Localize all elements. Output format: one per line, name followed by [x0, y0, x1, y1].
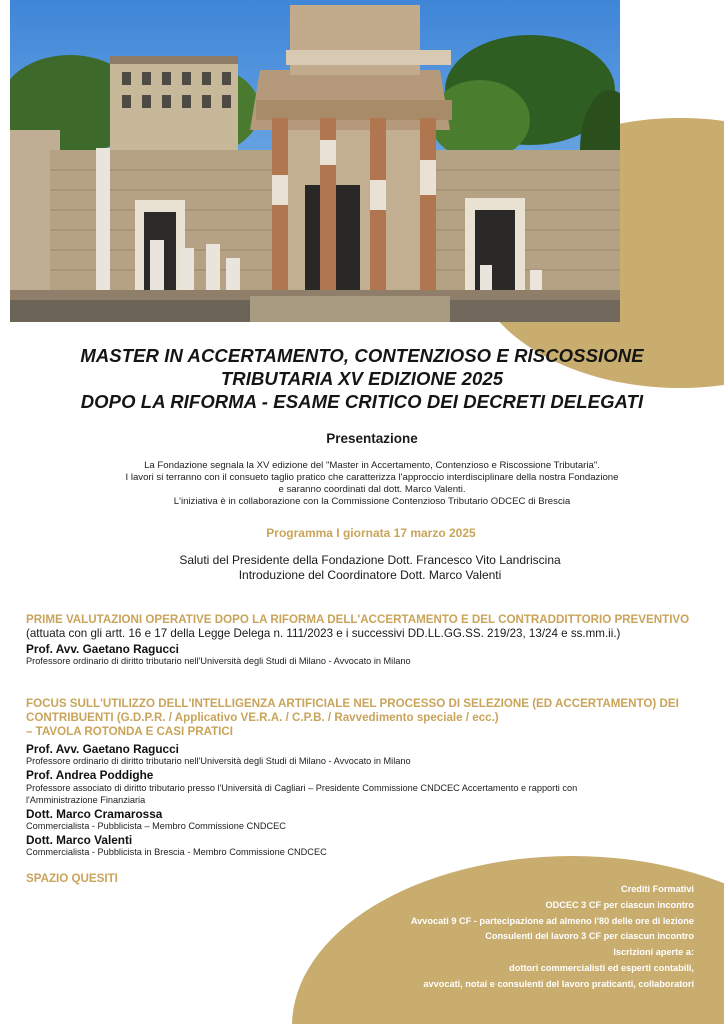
event-title-line-1: MASTER IN ACCERTAMENTO, CONTENZIOSO E RISCOSSIONE [80, 345, 644, 366]
program-date: Programma I giornata 17 marzo 2025 [266, 526, 476, 540]
presentation-heading: Presentazione [326, 431, 418, 446]
questions-label: SPAZIO QUESITI [26, 872, 118, 885]
speaker-name: Dott. Marco Valenti [26, 833, 133, 847]
hero-photo [10, 0, 620, 322]
speaker-role: Professore ordinario di diritto tributario nell'Università degli Studi di Milano - Avvocato in Milano [26, 656, 411, 666]
event-title-line-2: TRIBUTARIA XV EDIZIONE 2025 [220, 368, 504, 389]
presentation-line: I lavori si terranno con il consueto taglio pratico che caratterizza l'approccio interdisciplinare della nostra Fondazione [125, 472, 619, 483]
credits-line: Crediti Formativi [620, 884, 694, 894]
section-1-title: PRIME VALUTAZIONI OPERATIVE DOPO LA RIFORMA DELL'ACCERTAMENTO E DEL CONTRADDITTORIO PREVENTIVO [26, 613, 690, 626]
event-title-line-3: DOPO LA RIFORMA - ESAME CRITICO DEI DECRETI DELEGATI [80, 391, 644, 412]
temple-ruins-illustration [10, 0, 620, 322]
speaker-role: Commercialista - Pubblicista in Brescia - Membro Commissione CNDCEC [26, 847, 327, 857]
presentation-text [0, 460, 724, 508]
section-2-title-line-1: FOCUS SULL'UTILIZZO DELL'INTELLIGENZA ARTIFICIALE NEL PROCESSO DI SELEZIONE (ED ACCERTAMENTO) DEI [26, 697, 679, 710]
section-1-note: (attuata con gli artt. 16 e 17 della Legge Delega n. 111/2023 e i successivi DD.LL.GG.SS. 219/23, 13/24 e ss.mm.ii.) [26, 627, 621, 640]
credits-line: avvocati, notai e consulenti del lavoro praticanti, collaboratori [423, 978, 694, 989]
greeting-line: Saluti del Presidente della Fondazione Dott. Francesco Vito Landriscina [179, 553, 561, 567]
section-2-title-line-2: CONTRIBUENTI (G.D.P.R. / Applicativo VE.R.A. / C.P.B. / Ravvedimento speciale / ecc.) [26, 711, 499, 724]
credits-line: Iscrizioni aperte a: [613, 947, 694, 958]
credits-line: dottori commercialisti ed esperti contabili, [509, 962, 694, 973]
speaker-role: l'Amministrazione Finanziaria [26, 795, 146, 805]
credits-line: Avvocati 9 CF - partecipazione ad almeno l'80 delle ore di lezione [410, 915, 694, 926]
presentation-line: e saranno coordinati dal dott. Marco Valenti. [278, 484, 466, 495]
speaker-role: Professore associato di diritto tributario presso l'Università di Cagliari – Presidente Commissione CNDCEC Accertamento e rapporti con [26, 783, 578, 793]
event-title [0, 344, 724, 413]
credits-box [314, 882, 694, 993]
speaker-name: Prof. Andrea Poddighe [26, 768, 154, 782]
speaker-role: Professore ordinario di diritto tributario nell'Università degli Studi di Milano - Avvocato in Milano [26, 756, 411, 766]
presentation-line: La Fondazione segnala la XV edizione del "Master in Accertamento, Contenzioso e Riscossione Tributaria". [144, 460, 600, 471]
program-greetings [0, 553, 724, 583]
section-2-title-line-3: – TAVOLA ROTONDA E CASI PRATICI [26, 725, 233, 738]
credits-line: Consulenti del lavoro 3 CF per ciascun incontro [485, 931, 694, 942]
speaker-role: Commercialista - Pubblicista – Membro Commissione CNDCEC [26, 821, 286, 831]
speaker-name: Prof. Avv. Gaetano Ragucci [26, 642, 179, 656]
presentation-line: L'iniziativa è in collaborazione con la Commissione Contenzioso Tributario ODCEC di Brescia [173, 496, 571, 507]
greeting-line: Introduzione del Coordinatore Dott. Marco Valenti [238, 568, 502, 582]
speaker-name: Dott. Marco Cramarossa [26, 807, 163, 821]
speaker-name: Prof. Avv. Gaetano Ragucci [26, 742, 179, 756]
credits-line: ODCEC 3 CF per ciascun incontro [545, 899, 694, 910]
